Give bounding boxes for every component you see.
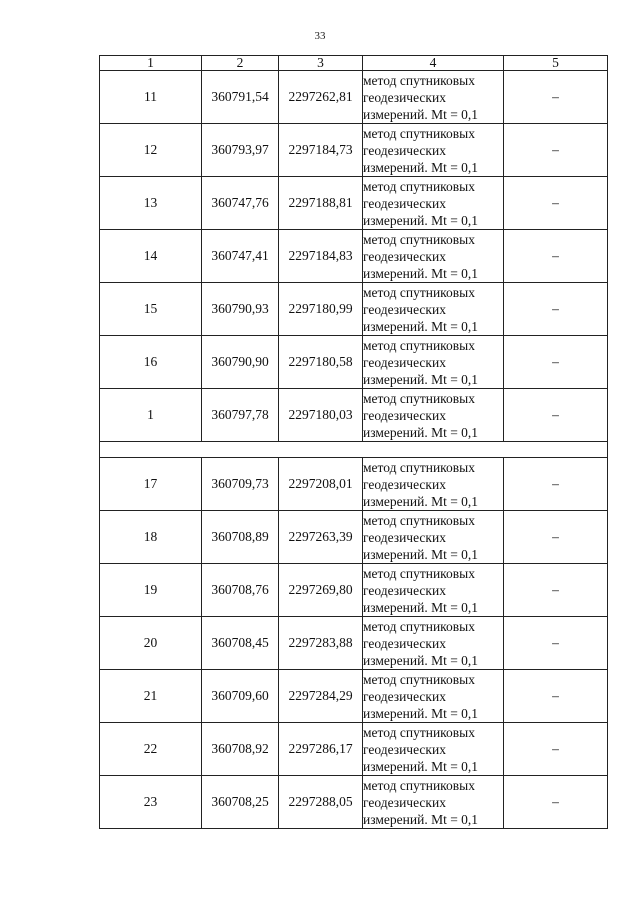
coordinate-y: 2297283,88 xyxy=(279,617,363,670)
table-row xyxy=(100,511,608,564)
coordinate-x: 360708,45 xyxy=(202,617,279,670)
coordinate-y: 2297180,58 xyxy=(279,336,363,389)
point-number: 23 xyxy=(100,776,202,829)
method-description: метод спутниковых геодезических измерений. Mt = 0,1 xyxy=(363,458,504,511)
method-description: метод спутниковых геодезических измерений. Mt = 0,1 xyxy=(363,564,504,617)
page-number: 33 xyxy=(314,30,326,42)
point-number: 19 xyxy=(100,564,202,617)
method-description: метод спутниковых геодезических измерений. Mt = 0,1 xyxy=(363,723,504,776)
point-number: 1 xyxy=(100,389,202,442)
method-description: метод спутниковых геодезических измерений. Mt = 0,1 xyxy=(363,511,504,564)
point-number: 11 xyxy=(100,71,202,124)
table-row xyxy=(100,723,608,776)
note-dash: – xyxy=(504,71,608,124)
coordinate-y: 2297262,81 xyxy=(279,71,363,124)
point-number: 18 xyxy=(100,511,202,564)
note-dash: – xyxy=(504,617,608,670)
point-number: 12 xyxy=(100,124,202,177)
coordinate-y: 2297184,73 xyxy=(279,124,363,177)
coordinate-y: 2297188,81 xyxy=(279,177,363,230)
coordinate-x: 360747,76 xyxy=(202,177,279,230)
note-dash: – xyxy=(504,177,608,230)
coordinate-x: 360708,25 xyxy=(202,776,279,829)
column-header-1: 1 xyxy=(100,56,202,71)
method-description: метод спутниковых геодезических измерений. Mt = 0,1 xyxy=(363,776,504,829)
note-dash: – xyxy=(504,564,608,617)
method-description: метод спутниковых геодезических измерений. Mt = 0,1 xyxy=(363,124,504,177)
coordinate-y: 2297180,99 xyxy=(279,283,363,336)
note-dash: – xyxy=(504,458,608,511)
point-number: 14 xyxy=(100,230,202,283)
coordinate-y: 2297263,39 xyxy=(279,511,363,564)
coordinate-x: 360709,60 xyxy=(202,670,279,723)
coordinate-y: 2297180,03 xyxy=(279,389,363,442)
coordinate-x: 360793,97 xyxy=(202,124,279,177)
method-description: метод спутниковых геодезических измерений. Mt = 0,1 xyxy=(363,283,504,336)
method-description: метод спутниковых геодезических измерений. Mt = 0,1 xyxy=(363,230,504,283)
coordinate-x: 360708,92 xyxy=(202,723,279,776)
method-description: метод спутниковых геодезических измерений. Mt = 0,1 xyxy=(363,71,504,124)
point-number: 22 xyxy=(100,723,202,776)
coordinate-x: 360790,93 xyxy=(202,283,279,336)
note-dash: – xyxy=(504,723,608,776)
section-separator-row xyxy=(100,442,608,458)
column-header-2: 2 xyxy=(202,56,279,71)
coordinate-y: 2297184,83 xyxy=(279,230,363,283)
coordinate-y: 2297208,01 xyxy=(279,458,363,511)
column-header-5: 5 xyxy=(504,56,608,71)
table-row xyxy=(100,458,608,511)
table-row xyxy=(100,617,608,670)
note-dash: – xyxy=(504,776,608,829)
note-dash: – xyxy=(504,670,608,723)
coordinate-y: 2297288,05 xyxy=(279,776,363,829)
table-row xyxy=(100,564,608,617)
point-number: 17 xyxy=(100,458,202,511)
method-description: метод спутниковых геодезических измерений. Mt = 0,1 xyxy=(363,617,504,670)
coordinate-y: 2297284,29 xyxy=(279,670,363,723)
coordinate-x: 360790,90 xyxy=(202,336,279,389)
point-number: 21 xyxy=(100,670,202,723)
table-row xyxy=(100,177,608,230)
coordinate-x: 360708,76 xyxy=(202,564,279,617)
table-row xyxy=(100,71,608,124)
coordinate-x: 360708,89 xyxy=(202,511,279,564)
table-row xyxy=(100,283,608,336)
table-row xyxy=(100,336,608,389)
column-header-4: 4 xyxy=(363,56,504,71)
table-row xyxy=(100,776,608,829)
coordinate-x: 360791,54 xyxy=(202,71,279,124)
note-dash: – xyxy=(504,511,608,564)
point-number: 13 xyxy=(100,177,202,230)
table-row xyxy=(100,230,608,283)
table-row xyxy=(100,389,608,442)
point-number: 15 xyxy=(100,283,202,336)
section-separator-cell xyxy=(100,442,608,458)
column-header-3: 3 xyxy=(279,56,363,71)
method-description: метод спутниковых геодезических измерений. Mt = 0,1 xyxy=(363,336,504,389)
coordinates-table xyxy=(99,55,608,829)
coordinate-y: 2297286,17 xyxy=(279,723,363,776)
coordinate-y: 2297269,80 xyxy=(279,564,363,617)
method-description: метод спутниковых геодезических измерений. Mt = 0,1 xyxy=(363,389,504,442)
table-header-row xyxy=(100,56,608,71)
note-dash: – xyxy=(504,336,608,389)
method-description: метод спутниковых геодезических измерений. Mt = 0,1 xyxy=(363,670,504,723)
table-row xyxy=(100,670,608,723)
coordinate-x: 360747,41 xyxy=(202,230,279,283)
point-number: 20 xyxy=(100,617,202,670)
point-number: 16 xyxy=(100,336,202,389)
method-description: метод спутниковых геодезических измерений. Mt = 0,1 xyxy=(363,177,504,230)
coordinate-x: 360797,78 xyxy=(202,389,279,442)
coordinate-x: 360709,73 xyxy=(202,458,279,511)
table-row xyxy=(100,124,608,177)
note-dash: – xyxy=(504,283,608,336)
note-dash: – xyxy=(504,230,608,283)
note-dash: – xyxy=(504,389,608,442)
note-dash: – xyxy=(504,124,608,177)
